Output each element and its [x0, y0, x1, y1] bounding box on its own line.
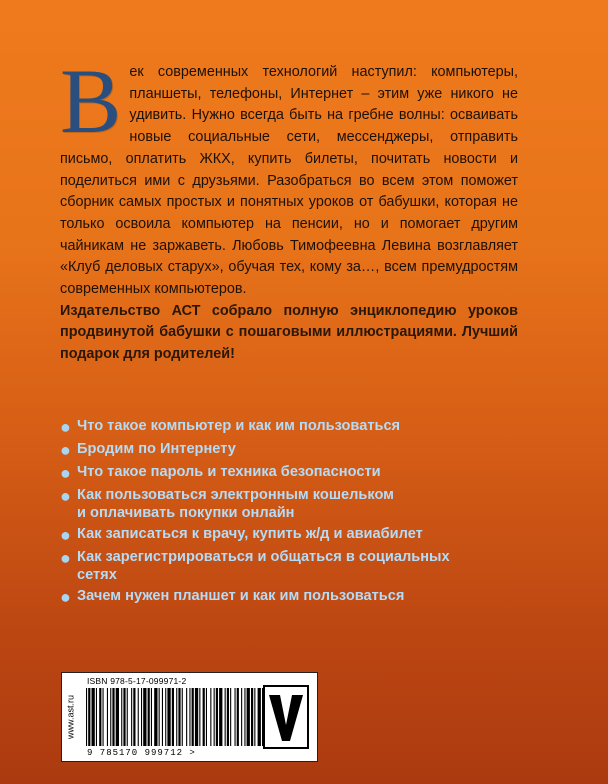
feature-label: Как зарегистрироваться и общаться в социальных сетях — [77, 549, 450, 583]
feature-item — [60, 486, 530, 522]
feature-item — [60, 463, 530, 483]
barcode-bar — [199, 688, 200, 746]
intro-text: ек современных технологий наступил: компьютеры, планшеты, телефоны, Интернет – этим уже никого не удивить. Нужно всегда быть на гребне волны: осваивать новые социальные сети, мессенджеры, отправить письмо, оплатить ЖКХ, купить билеты, почитать новости и поделиться ими с друзьями. Разобраться во всем этом поможет сборник самых простых и понятных уроков от бабушки, которая не только освоила компьютер на пенсии, но и помогает другим чайникам не заржаветь. Любовь Тимофеевна Левина возглавляет «Клуб деловых старух», обучая тех, кому за…, всем премудростям современных компьютеров. — [60, 64, 518, 298]
barcode-bar — [241, 688, 242, 746]
feature-label: Как записаться к врачу, купить ж/д и авиабилет — [77, 526, 423, 542]
bullet-dot-icon: ● — [60, 440, 71, 460]
publisher-site: www.ast.ru — [65, 695, 76, 740]
barcode-bar — [151, 688, 152, 746]
barcode-bar — [110, 688, 111, 746]
barcode-bar — [182, 688, 183, 746]
barcode-bar — [203, 688, 205, 746]
barcode-bar — [148, 688, 150, 746]
barcode-bar — [216, 688, 218, 746]
intro-block — [60, 50, 518, 366]
barcode-bar — [186, 688, 187, 746]
barcode-bar — [219, 688, 222, 746]
barcode-bar — [131, 688, 132, 746]
barcode-bar — [178, 688, 180, 746]
barcode-bar — [189, 688, 190, 746]
ean-number: 9 785170 999712 > — [87, 748, 196, 758]
barcode-bar — [112, 688, 114, 746]
barcode-bar — [172, 688, 174, 746]
barcode-bar — [214, 688, 215, 746]
feature-list — [60, 417, 530, 610]
barcode-bar — [162, 688, 163, 746]
drop-cap: В — [60, 50, 122, 152]
barcode-bars — [84, 688, 264, 746]
feature-label: Зачем нужен планшет и как им пользоваться — [77, 588, 405, 604]
barcode-bar — [121, 688, 122, 746]
bullet-dot-icon: ● — [60, 463, 71, 483]
barcode-bar — [165, 688, 166, 746]
feature-label: Бродим по Интернету — [77, 441, 236, 457]
isbn-number: ISBN 978-5-17-099971-2 — [87, 676, 187, 686]
barcode-bar — [237, 688, 239, 746]
feature-label: Что такое компьютер и как им пользоваться — [77, 418, 401, 434]
barcode-bar — [133, 688, 135, 746]
barcode-bar — [123, 688, 125, 746]
barcode-bar — [86, 688, 87, 746]
barcode-panel — [61, 672, 318, 762]
barcode-bar — [116, 688, 119, 746]
feature-item — [60, 440, 530, 460]
feature-label: Как пользоваться электронным кошельком и оплачивать покупки онлайн — [77, 487, 394, 521]
barcode-bar — [143, 688, 146, 746]
barcode-bar — [251, 688, 253, 746]
intro-paragraph — [60, 50, 518, 301]
barcode-bar — [235, 688, 236, 746]
barcode-bar — [210, 688, 211, 746]
barcode-bar — [107, 688, 108, 746]
barcode-bar — [247, 688, 250, 746]
barcode-bar — [99, 688, 101, 746]
bullet-dot-icon: ● — [60, 525, 71, 545]
barcode-bar — [225, 688, 226, 746]
barcode-bar — [127, 688, 128, 746]
barcode-bar — [88, 688, 90, 746]
barcode-bar — [96, 688, 97, 746]
feature-item — [60, 587, 530, 607]
feature-item — [60, 525, 530, 545]
barcode-bar — [141, 688, 142, 746]
feature-item — [60, 548, 530, 584]
barcode-bar — [230, 688, 231, 746]
barcode-bar — [227, 688, 229, 746]
bullet-dot-icon: ● — [60, 417, 71, 437]
barcode-bar — [254, 688, 255, 746]
barcode-bar — [258, 688, 261, 746]
bullet-dot-icon: ● — [60, 486, 71, 506]
barcode-bar — [176, 688, 177, 746]
barcode-bar — [103, 688, 104, 746]
barcode-bar — [244, 688, 245, 746]
publisher-note: Издательство АСТ собрало полную энциклопедию уроков продвинутой бабушки с пошаговыми иллюстрациями. Лучший подарок для родителей! — [60, 302, 518, 363]
barcode-bar — [192, 688, 194, 746]
barcode-bar — [167, 688, 170, 746]
feature-item — [60, 417, 530, 437]
barcode-bar — [92, 688, 95, 746]
ast-v-logo-icon — [263, 685, 309, 749]
bullet-dot-icon: ● — [60, 548, 71, 568]
barcode-bar — [195, 688, 198, 746]
barcode-bar — [206, 688, 207, 746]
feature-label: Что такое пароль и техника безопасности — [77, 464, 381, 480]
barcode-bar — [138, 688, 139, 746]
bullet-dot-icon: ● — [60, 587, 71, 607]
barcode-bar — [154, 688, 157, 746]
barcode-bar — [159, 688, 160, 746]
